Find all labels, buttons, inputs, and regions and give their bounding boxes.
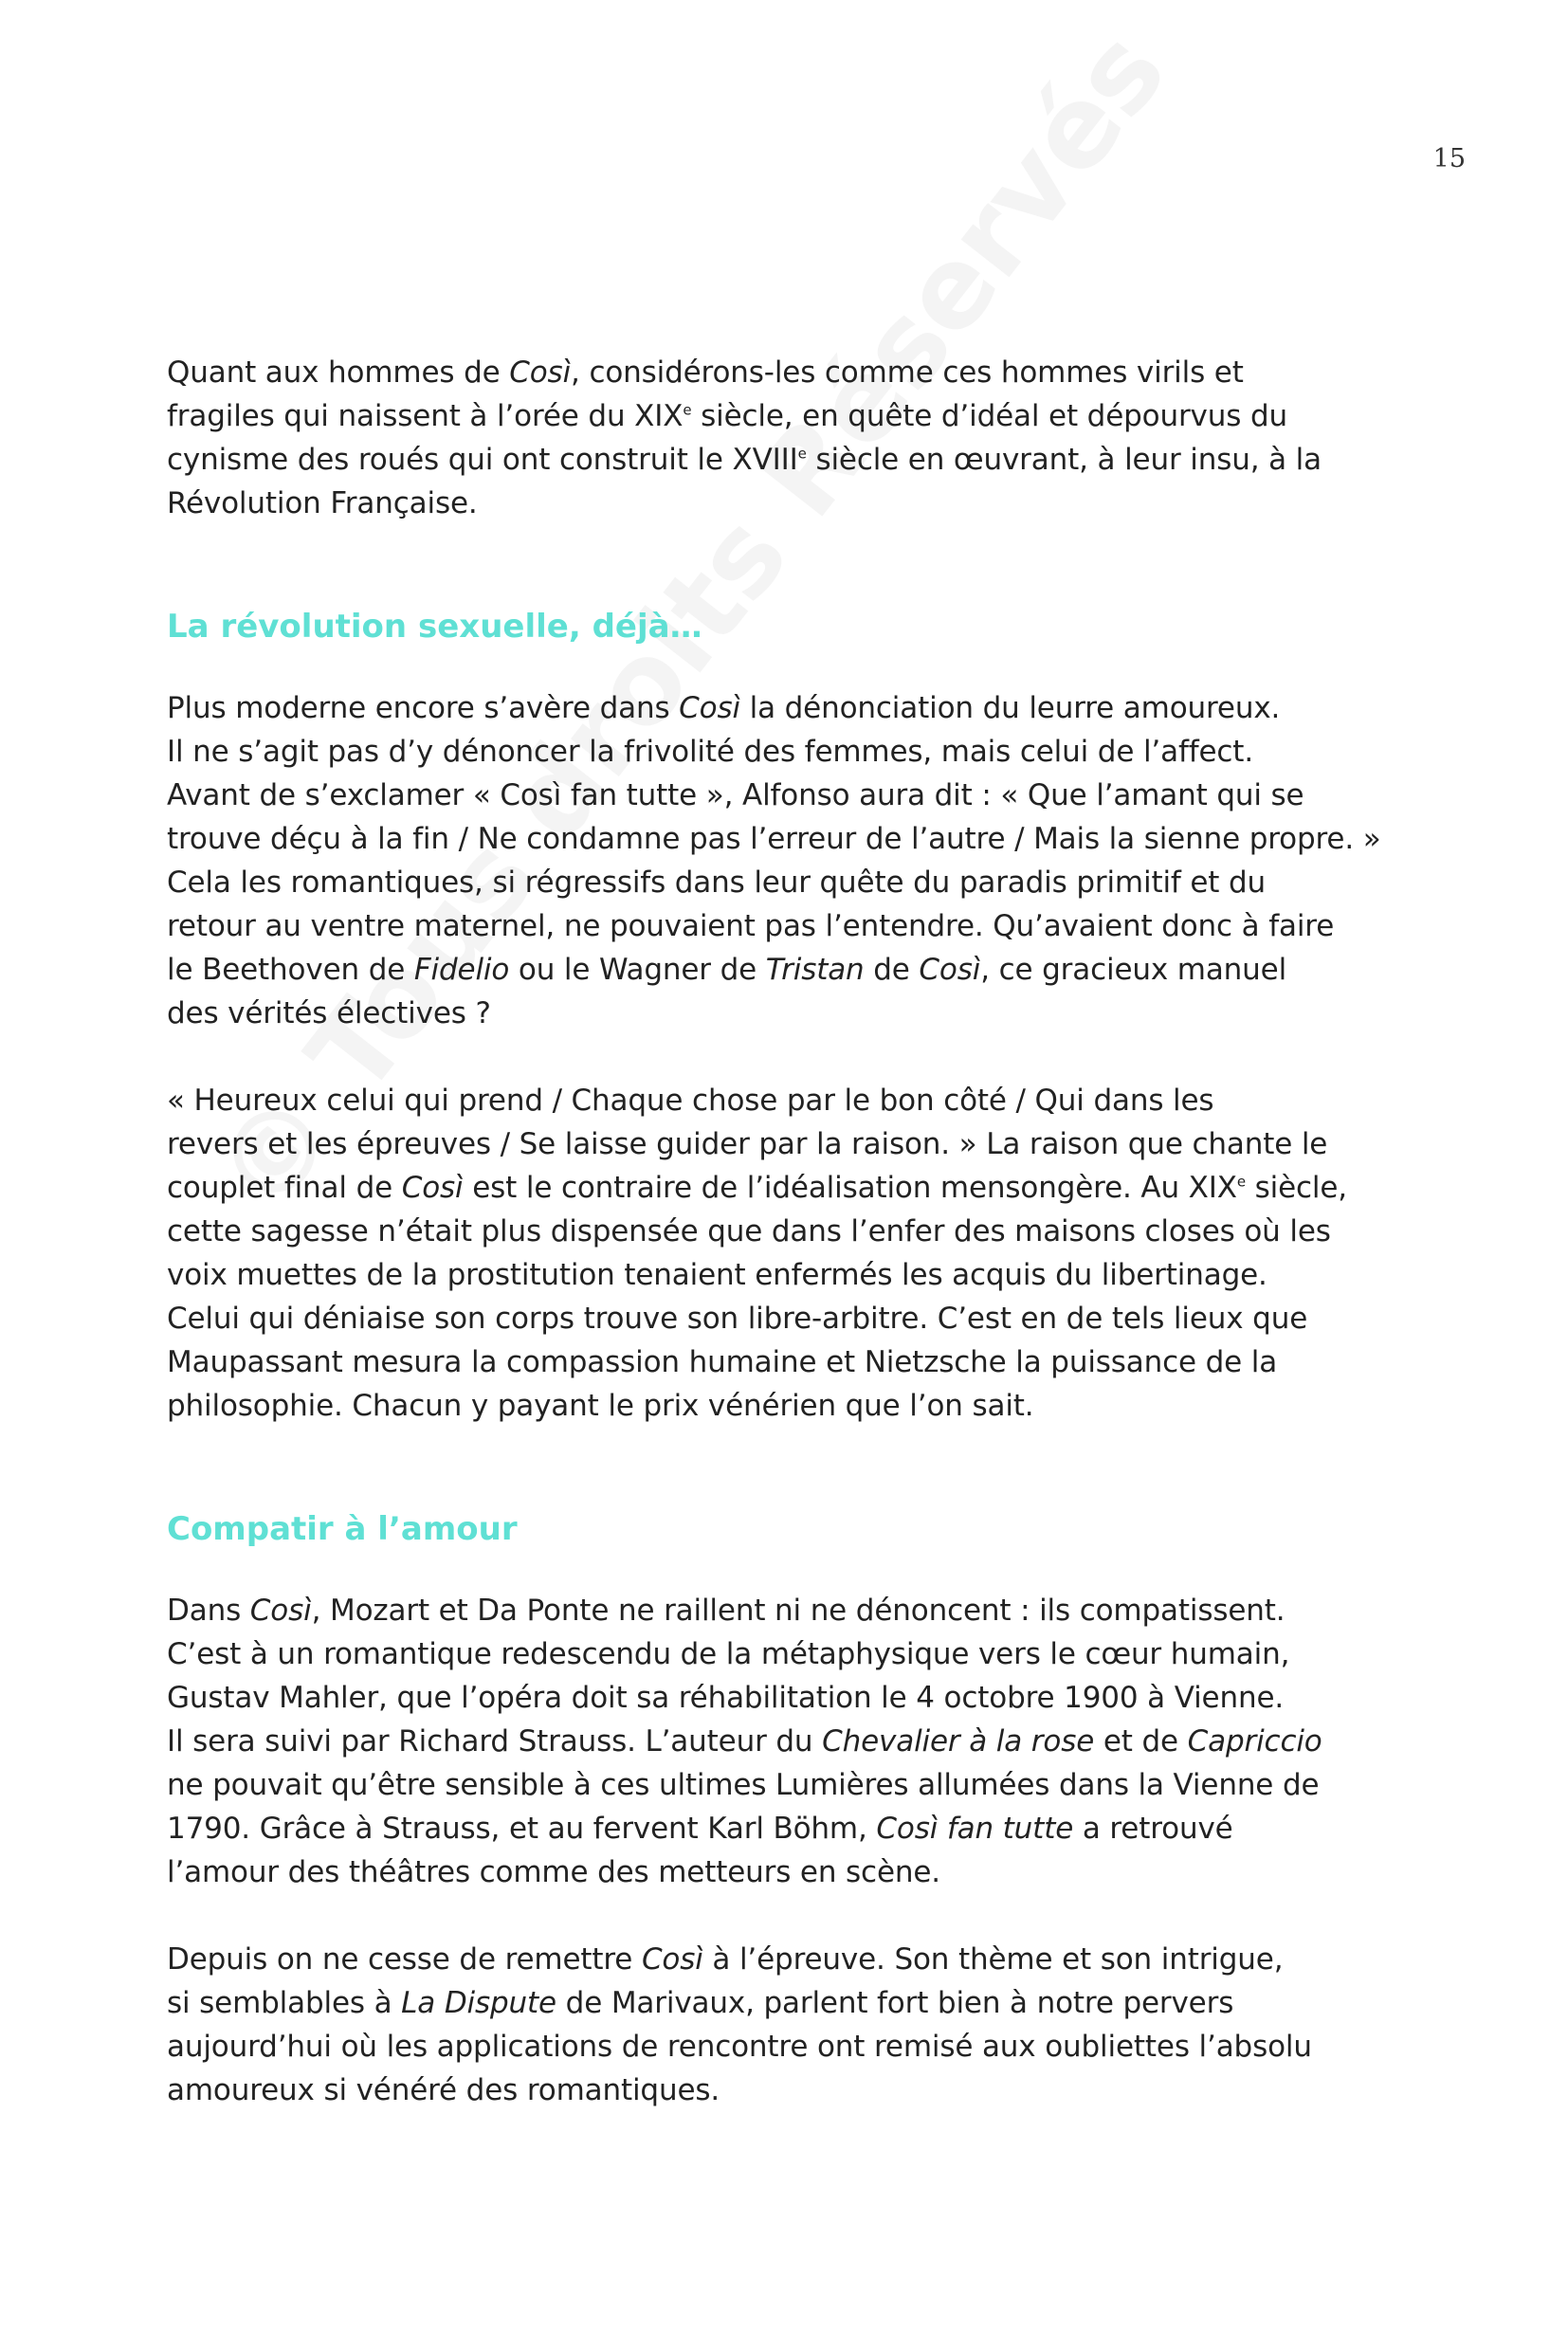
- text-line: [167, 1981, 1409, 2025]
- italic-title: Così: [509, 355, 572, 390]
- italic-title: Tristan: [765, 953, 865, 987]
- text-run: Dans: [167, 1594, 250, 1628]
- text-run: Celui qui déniaise son corps trouve son libre-arbitre. C’est en de tels lieux que: [167, 1302, 1308, 1336]
- text-line: [167, 1340, 1409, 1384]
- text-line: [167, 1807, 1409, 1850]
- text-run: siècle, en quête d’idéal et dépourvus du: [691, 399, 1287, 433]
- italic-title: Così: [641, 1942, 703, 1977]
- text-line: [167, 1253, 1409, 1297]
- text-run: Il sera suivi par Richard Strauss. L’auteur du: [167, 1724, 823, 1759]
- italic-title: Così fan tutte: [876, 1812, 1074, 1846]
- superscript: e: [1236, 1173, 1246, 1191]
- text-line: [167, 2069, 1409, 2112]
- text-run: cynisme des roués qui ont construit le XVIII: [167, 443, 798, 477]
- text-run: , considérons-les comme ces hommes virils et: [571, 355, 1244, 390]
- text-run: fragiles qui naissent à l’orée du XIX: [167, 399, 684, 433]
- text-run: trouve déçu à la fin / Ne condamne pas l’erreur de l’autre / Mais la sienne propre. »: [167, 822, 1381, 856]
- text-run: est le contraire de l’idéalisation mensongère. Au XIX: [463, 1171, 1237, 1205]
- text-run: et de: [1094, 1724, 1188, 1759]
- text-run: voix muettes de la prostitution tenaient enfermés les acquis du libertinage.: [167, 1258, 1267, 1292]
- italic-title: Così: [401, 1171, 464, 1205]
- text-run: ou le Wagner de: [509, 953, 766, 987]
- text-line: [167, 1166, 1409, 1210]
- text-run: Quant aux hommes de: [167, 355, 510, 390]
- text-line: [167, 1122, 1409, 1166]
- text-run: Révolution Française.: [167, 486, 478, 520]
- italic-title: Capriccio: [1187, 1724, 1322, 1759]
- superscript: e: [797, 445, 807, 463]
- text-line: [167, 1210, 1409, 1253]
- text-run: Plus moderne encore s’avère dans: [167, 691, 680, 725]
- text-run: aujourd’hui où les applications de rencontre ont remisé aux oubliettes l’absolu: [167, 2030, 1312, 2064]
- italic-title: La Dispute: [401, 1986, 556, 2020]
- text-run: le Beethoven de: [167, 953, 414, 987]
- italic-title: Così: [679, 691, 740, 725]
- text-line: [167, 904, 1409, 948]
- text-run: retour au ventre maternel, ne pouvaient pas l’entendre. Qu’avaient donc à faire: [167, 909, 1335, 943]
- section-heading-revolution-sexuelle: La révolution sexuelle, déjà…: [167, 608, 702, 646]
- text-run: l’amour des théâtres comme des metteurs en scène.: [167, 1855, 940, 1889]
- section-heading-compatir-amour: Compatir à l’amour: [167, 1510, 518, 1548]
- text-line: [167, 482, 1409, 525]
- text-line: [167, 1763, 1409, 1807]
- text-line: [167, 1850, 1409, 1894]
- text-line: [167, 2025, 1409, 2069]
- text-line: [167, 686, 1409, 730]
- italic-title: Fidelio: [413, 953, 510, 987]
- text-run: a retrouvé: [1073, 1812, 1233, 1846]
- text-line: [167, 730, 1409, 774]
- paragraph: [167, 1938, 1409, 2112]
- text-run: amoureux si vénéré des romantiques.: [167, 2073, 720, 2107]
- paragraph: [167, 1079, 1409, 1428]
- text-line: [167, 1632, 1409, 1676]
- text-line: [167, 438, 1409, 482]
- text-line: [167, 394, 1409, 438]
- text-run: Gustav Mahler, que l’opéra doit sa réhabilitation le 4 octobre 1900 à Vienne.: [167, 1681, 1285, 1715]
- text-line: [167, 774, 1409, 817]
- text-line: [167, 1720, 1409, 1763]
- text-line: [167, 1938, 1409, 1981]
- text-run: siècle,: [1245, 1171, 1348, 1205]
- text-run: Depuis on ne cesse de remettre: [167, 1942, 642, 1977]
- text-line: [167, 1297, 1409, 1340]
- italic-title: Chevalier à la rose: [822, 1724, 1095, 1759]
- text-run: Il ne s’agit pas d’y dénoncer la frivolité des femmes, mais celui de l’affect.: [167, 735, 1254, 769]
- italic-title: Così: [919, 953, 981, 987]
- text-run: siècle en œuvrant, à leur insu, à la: [806, 443, 1322, 477]
- paragraph: [167, 1589, 1409, 1894]
- page-number: 15: [1432, 144, 1466, 173]
- text-run: la dénonciation du leurre amoureux.: [739, 691, 1281, 725]
- text-run: de Marivaux, parlent fort bien à notre pervers: [556, 1986, 1234, 2020]
- text-run: philosophie. Chacun y payant le prix vénérien que l’on sait.: [167, 1389, 1034, 1423]
- text-run: à l’épreuve. Son thème et son intrigue,: [702, 1942, 1284, 1977]
- text-run: si semblables à: [167, 1986, 402, 2020]
- italic-title: Così: [249, 1594, 312, 1628]
- text-run: , ce gracieux manuel: [980, 953, 1287, 987]
- text-line: [167, 1676, 1409, 1720]
- text-run: des vérités électives ?: [167, 996, 491, 1030]
- document-body: [167, 351, 1409, 2156]
- text-run: Avant de s’exclamer « Così fan tutte », Alfonso aura dit : « Que l’amant qui se: [167, 778, 1304, 812]
- text-run: couplet final de: [167, 1171, 402, 1205]
- text-line: [167, 351, 1409, 394]
- text-line: [167, 1079, 1409, 1122]
- paragraph: [167, 351, 1409, 525]
- text-line: [167, 1589, 1409, 1632]
- superscript: e: [683, 401, 692, 419]
- text-line: [167, 948, 1409, 992]
- paragraph: [167, 686, 1409, 1035]
- text-run: « Heureux celui qui prend / Chaque chose par le bon côté / Qui dans les: [167, 1084, 1214, 1118]
- text-run: de: [864, 953, 920, 987]
- text-line: [167, 992, 1409, 1035]
- text-line: [167, 817, 1409, 861]
- text-run: ne pouvait qu’être sensible à ces ultimes Lumières allumées dans la Vienne de: [167, 1768, 1320, 1802]
- text-run: cette sagesse n’était plus dispensée que dans l’enfer des maisons closes où les: [167, 1214, 1331, 1248]
- text-run: 1790. Grâce à Strauss, et au fervent Karl Böhm,: [167, 1812, 877, 1846]
- text-line: [167, 1384, 1409, 1428]
- text-run: , Mozart et Da Ponte ne raillent ni ne dénoncent : ils compatissent.: [311, 1594, 1285, 1628]
- text-line: [167, 861, 1409, 904]
- text-run: Cela les romantiques, si régressifs dans leur quête du paradis primitif et du: [167, 866, 1267, 900]
- text-run: revers et les épreuves / Se laisse guider par la raison. » La raison que chante le: [167, 1127, 1328, 1161]
- text-run: Maupassant mesura la compassion humaine et Nietzsche la puissance de la: [167, 1345, 1278, 1379]
- text-run: C’est à un romantique redescendu de la métaphysique vers le cœur humain,: [167, 1637, 1290, 1671]
